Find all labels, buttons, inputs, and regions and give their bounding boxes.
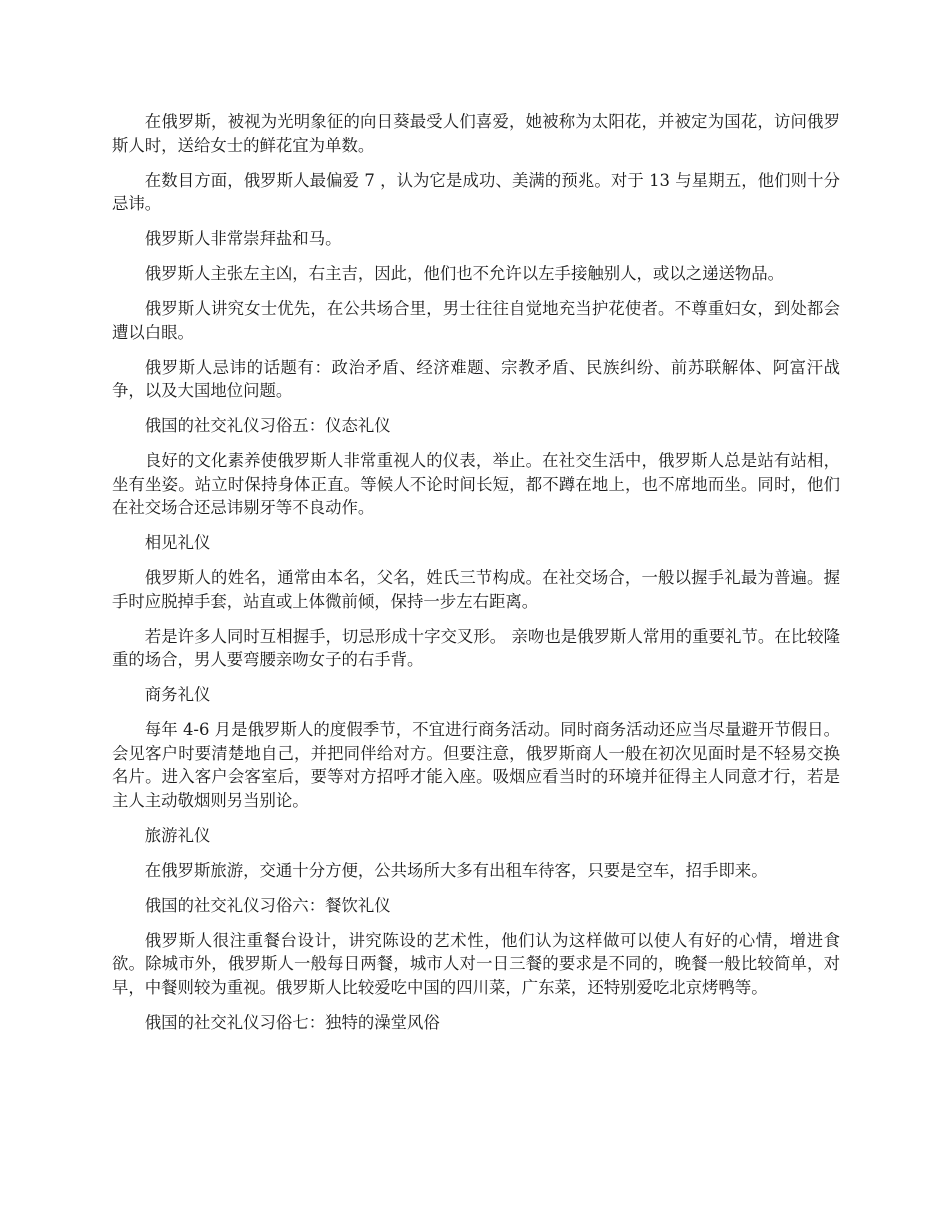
section-heading-bathhouse: 俄国的社交礼仪习俗七：独特的澡堂风俗 [144,1012,440,1032]
paragraph-dining: 俄罗斯人很注重餐台设计，讲究陈设的艺术性，他们认为这样做可以使人有好的心情，增进食欲。除城市外，俄罗斯人一般每日两餐，城市人对一日三餐的要求是不同的，晚餐一般比较简单，对早，中餐则较为重视。俄罗斯人比较爱吃中国的四川菜，广东菜，还特别爱吃北京烤鸭等。 [112,930,840,997]
paragraph-kiss: 若是许多人同时互相握手，切忌形成十字交叉形。 亲吻也是俄罗斯人常用的重要礼节。在比较隆重的场合，男人要弯腰亲吻女子的右手背。 [112,626,840,669]
section-heading-greeting: 相见礼仪 [144,533,211,552]
paragraph-ladies-first: 俄罗斯人讲究女士优先，在公共场合里，男士往往自觉地充当护花使者。不尊重妇女，到处都会遭以白眼。 [112,299,840,342]
paragraph-travel: 在俄罗斯旅游，交通十分方便，公共场所大多有出租车待客，只要是空车，招手即来。 [144,860,768,880]
paragraph-sunflower: 在俄罗斯，被视为光明象征的向日葵最受人们喜爱，她被称为太阳花，并被定为国花，访问俄罗斯人时，送给女士的鲜花宜为单数。 [112,112,840,155]
paragraph-left-right: 俄罗斯人主张左主凶，右主吉，因此，他们也不允许以左手接触别人，或以之递送物品。 [144,264,785,283]
paragraph-taboo-topics: 俄罗斯人忌讳的话题有：政治矛盾、经济难题、宗教矛盾、民族纠纷、前苏联解体、阿富汗战争，以及大国地位问题。 [112,357,840,400]
section-heading-business: 商务礼仪 [144,685,211,704]
section-heading-dining: 俄国的社交礼仪习俗六：餐饮礼仪 [144,895,391,915]
paragraph-salt-horse: 俄罗斯人非常崇拜盐和马。 [144,229,342,248]
paragraph-numbers: 在数目方面，俄罗斯人最偏爱 7 ，认为它是成功、美满的预兆。对于 13 与星期五，他们则十分忌讳。 [112,170,840,213]
document-page [112,110,840,1046]
paragraph-demeanor: 良好的文化素养使俄罗斯人非常重视人的仪表，举止。在社交生活中，俄罗斯人总是站有站相，坐有坐姿。站立时保持身体正直。等候人不论时间长短，都不蹲在地上，也不席地而坐。同时，他们在社交场合还忌讳剔牙等不良动作。 [112,451,840,517]
section-heading-travel: 旅游礼仪 [144,825,211,845]
section-heading-demeanor: 俄国的社交礼仪习俗五：仪态礼仪 [144,416,391,435]
paragraph-names-handshake: 俄罗斯人的姓名，通常由本名，父名，姓氏三节构成。在社交场合，一般以握手礼最为普遍。握手时应脱掉手套，站直或上体微前倾，保持一步左右距离。 [112,568,840,611]
paragraph-business: 每年 4-6 月是俄罗斯人的度假季节，不宜进行商务活动。同时商务活动还应当尽量避开节假日。会见客户时要清楚地自己，并把同伴给对方。但要注意，俄罗斯商人一般在初次见面时是不轻易交换名片。进入客户会客室后，要等对方招呼才能入座。吸烟应看当时的环境并征得主人同意才行，若是主人主动敬烟则另当别论。 [112,720,840,810]
